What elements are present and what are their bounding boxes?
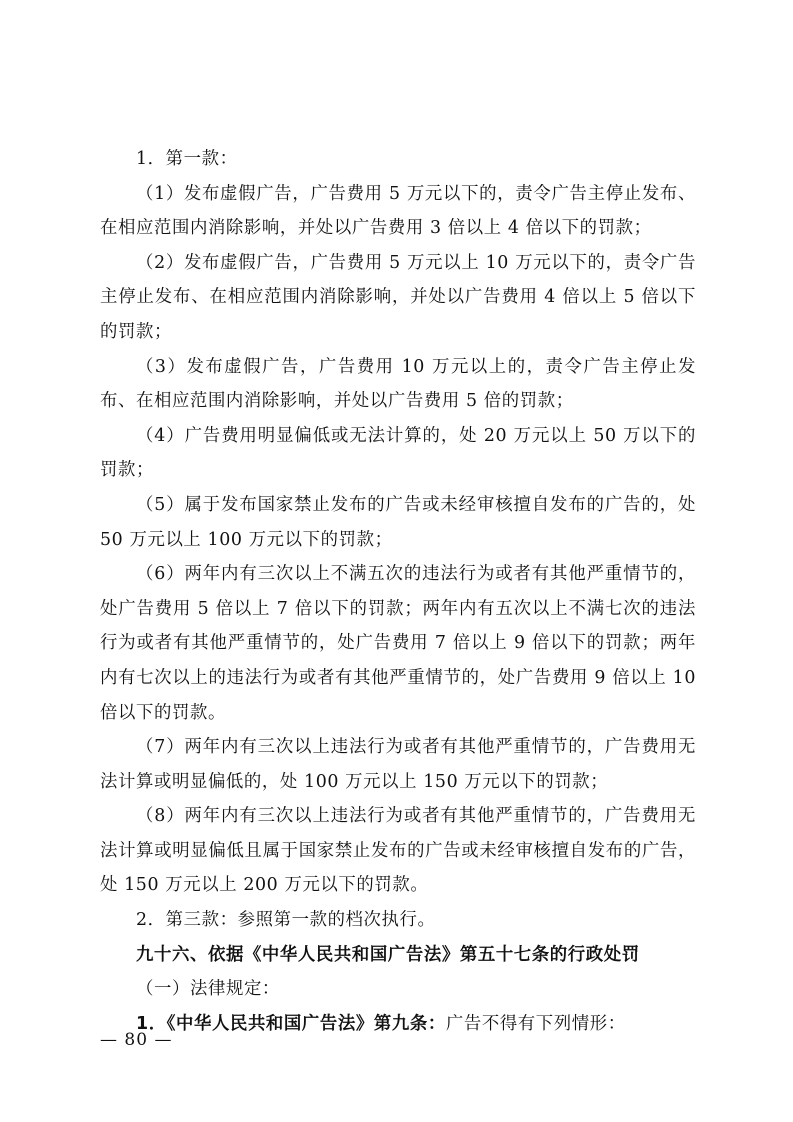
last-paragraph-bold: 1．《中华人民共和国广告法》第九条：	[136, 1013, 446, 1034]
paragraph-clause-1: （1）发布虚假广告，广告费用 5 万元以下的，责令广告主停止发布、在相应范围内消除影响，并处以广告费用 3 倍以上 4 倍以下的罚款；	[100, 183, 696, 239]
paragraph-clause-8: （8）两年内有三次以上违法行为或者有其他严重情节的，广告费用无法计算或明显偏低且属于国家禁止发布的广告或未经审核擅自发布的广告，处 150 万元以上 200 万元以下的罚款。	[100, 806, 696, 896]
paragraph-item-1-heading: 1．第一款：	[136, 149, 238, 169]
subsection-heading: （一）法律规定：	[136, 979, 280, 1000]
last-paragraph	[100, 1007, 696, 1042]
paragraph-clause-5: （5）属于发布国家禁止发布的广告或未经审核擅自发布的广告的，处 50 万元以上 100 万元以下的罚款；	[100, 494, 696, 550]
paragraph-clause-2: （2）发布虚假广告，广告费用 5 万元以上 10 万元以下的，责令广告主停止发布、在相应范围内消除影响，并处以广告费用 4 倍以上 5 倍以下的罚款；	[100, 252, 696, 342]
section-heading: 九十六、依据《中华人民共和国广告法》第五十七条的行政处罚	[136, 944, 640, 965]
paragraph-clause-3: （3）发布虚假广告，广告费用 10 万元以上的，责令广告主停止发布、在相应范围内消除影响，并处以广告费用 5 倍的罚款；	[100, 356, 696, 412]
paragraph-clause-4: （4）广告费用明显偏低或无法计算的，处 20 万元以上 50 万以下的罚款；	[100, 425, 696, 481]
page-number: — 80 —	[100, 1030, 173, 1050]
last-paragraph-normal: 广告不得有下列情形：	[445, 1013, 626, 1034]
paragraph-clause-7: （7）两年内有三次以上违法行为或者有其他严重情节的，广告费用无法计算或明显偏低的，处 100 万元以上 150 万元以下的罚款；	[100, 737, 696, 792]
paragraph-clause-6: （6）两年内有三次以上不满五次的违法行为或者有其他严重情节的，处广告费用 5 倍以上 7 倍以下的罚款；两年内有五次以上不满七次的违法行为或者有其他严重情节的，处广告费用 7 倍以上 9 倍以下的罚款；两年内有七次以上的违法行为或者有其他严重情节的，处广告费用 9 倍以上 10 倍以下的罚款。	[100, 564, 696, 723]
paragraph-item-2: 2．第三款：参照第一款的档次执行。	[136, 910, 436, 931]
document-body	[100, 142, 696, 1041]
